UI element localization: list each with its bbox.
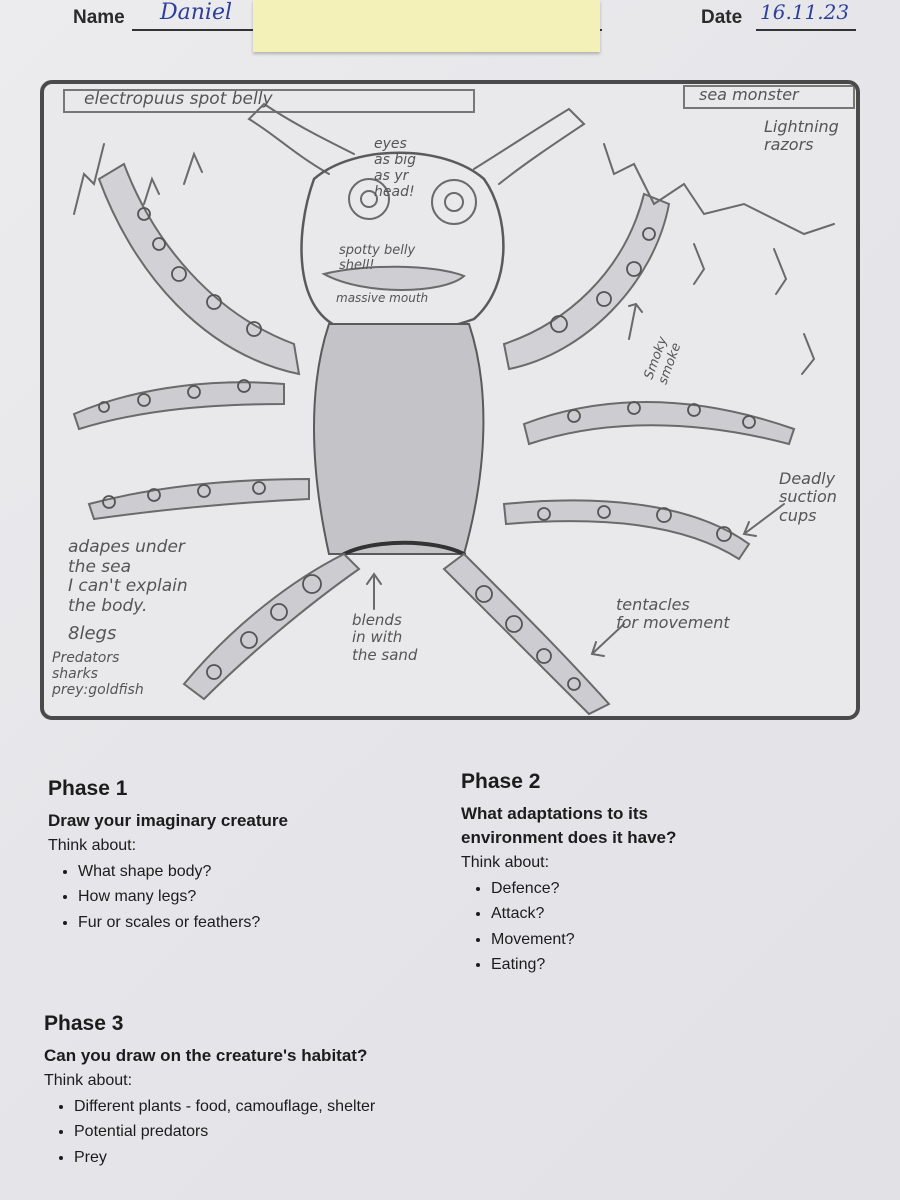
list-item: • Defence? xyxy=(491,876,751,902)
creature-category-tag: sea monster xyxy=(699,85,799,104)
phase-1-list xyxy=(48,859,408,936)
note-legs: 8legs xyxy=(68,623,117,644)
creature-sketch xyxy=(44,84,860,720)
list-item: • Attack? xyxy=(491,901,751,927)
note-eyes: eyes as big as yr head! xyxy=(374,136,416,201)
phase-2-question: What adaptations to its environment does it have? xyxy=(461,804,677,847)
phase-1-heading: Phase 1 xyxy=(48,777,128,800)
phase-3-section xyxy=(44,1012,544,1170)
list-item: • How many legs? xyxy=(78,884,408,910)
note-blends: blends in with the sand xyxy=(352,611,418,664)
creature-name-tag: electropuus spot belly xyxy=(84,89,273,109)
phase-1-section xyxy=(48,777,408,935)
phase-2-list xyxy=(461,876,751,978)
list-item: • What shape body? xyxy=(78,859,408,885)
note-mouth: massive mouth xyxy=(336,291,429,305)
list-item: • Potential predators xyxy=(74,1119,544,1145)
phase-3-question: Can you draw on the creature's habitat? xyxy=(44,1046,368,1065)
phase-2-section xyxy=(461,770,751,978)
note-adapts: adapes under the sea I can't explain the body. xyxy=(68,537,188,616)
note-tentacles: tentacles for movement xyxy=(616,595,730,633)
phase-3-heading: Phase 3 xyxy=(44,1012,124,1035)
date-underline xyxy=(756,29,856,31)
list-item: • Movement? xyxy=(491,927,751,953)
phase-2-think-label: Think about: xyxy=(461,853,550,871)
date-label: Date xyxy=(701,7,743,28)
note-smoky: Smoky smoke xyxy=(641,334,685,387)
note-predators-prey: Predators sharks prey:goldfish xyxy=(52,650,144,699)
name-value: Daniel xyxy=(160,0,233,25)
drawing-frame xyxy=(40,80,860,720)
date-value: 16.11.23 xyxy=(760,0,850,24)
sticky-note xyxy=(253,0,600,52)
list-item: • Different plants - food, camouflage, shelter xyxy=(74,1094,544,1120)
phase-2-heading: Phase 2 xyxy=(461,770,541,793)
note-suction-cups: Deadly suction cups xyxy=(779,469,837,525)
list-item: • Eating? xyxy=(491,952,751,978)
phase-3-think-label: Think about: xyxy=(44,1071,133,1089)
phase-3-list xyxy=(44,1094,544,1171)
note-belly: spotty belly shell! xyxy=(339,243,416,273)
list-item: • Prey xyxy=(74,1145,544,1171)
phase-1-think-label: Think about: xyxy=(48,836,137,854)
note-lightning: Lightning razors xyxy=(764,117,839,155)
list-item: • Fur or scales or feathers? xyxy=(78,910,408,936)
phase-1-question: Draw your imaginary creature xyxy=(48,811,288,830)
name-label: Name xyxy=(73,7,125,28)
